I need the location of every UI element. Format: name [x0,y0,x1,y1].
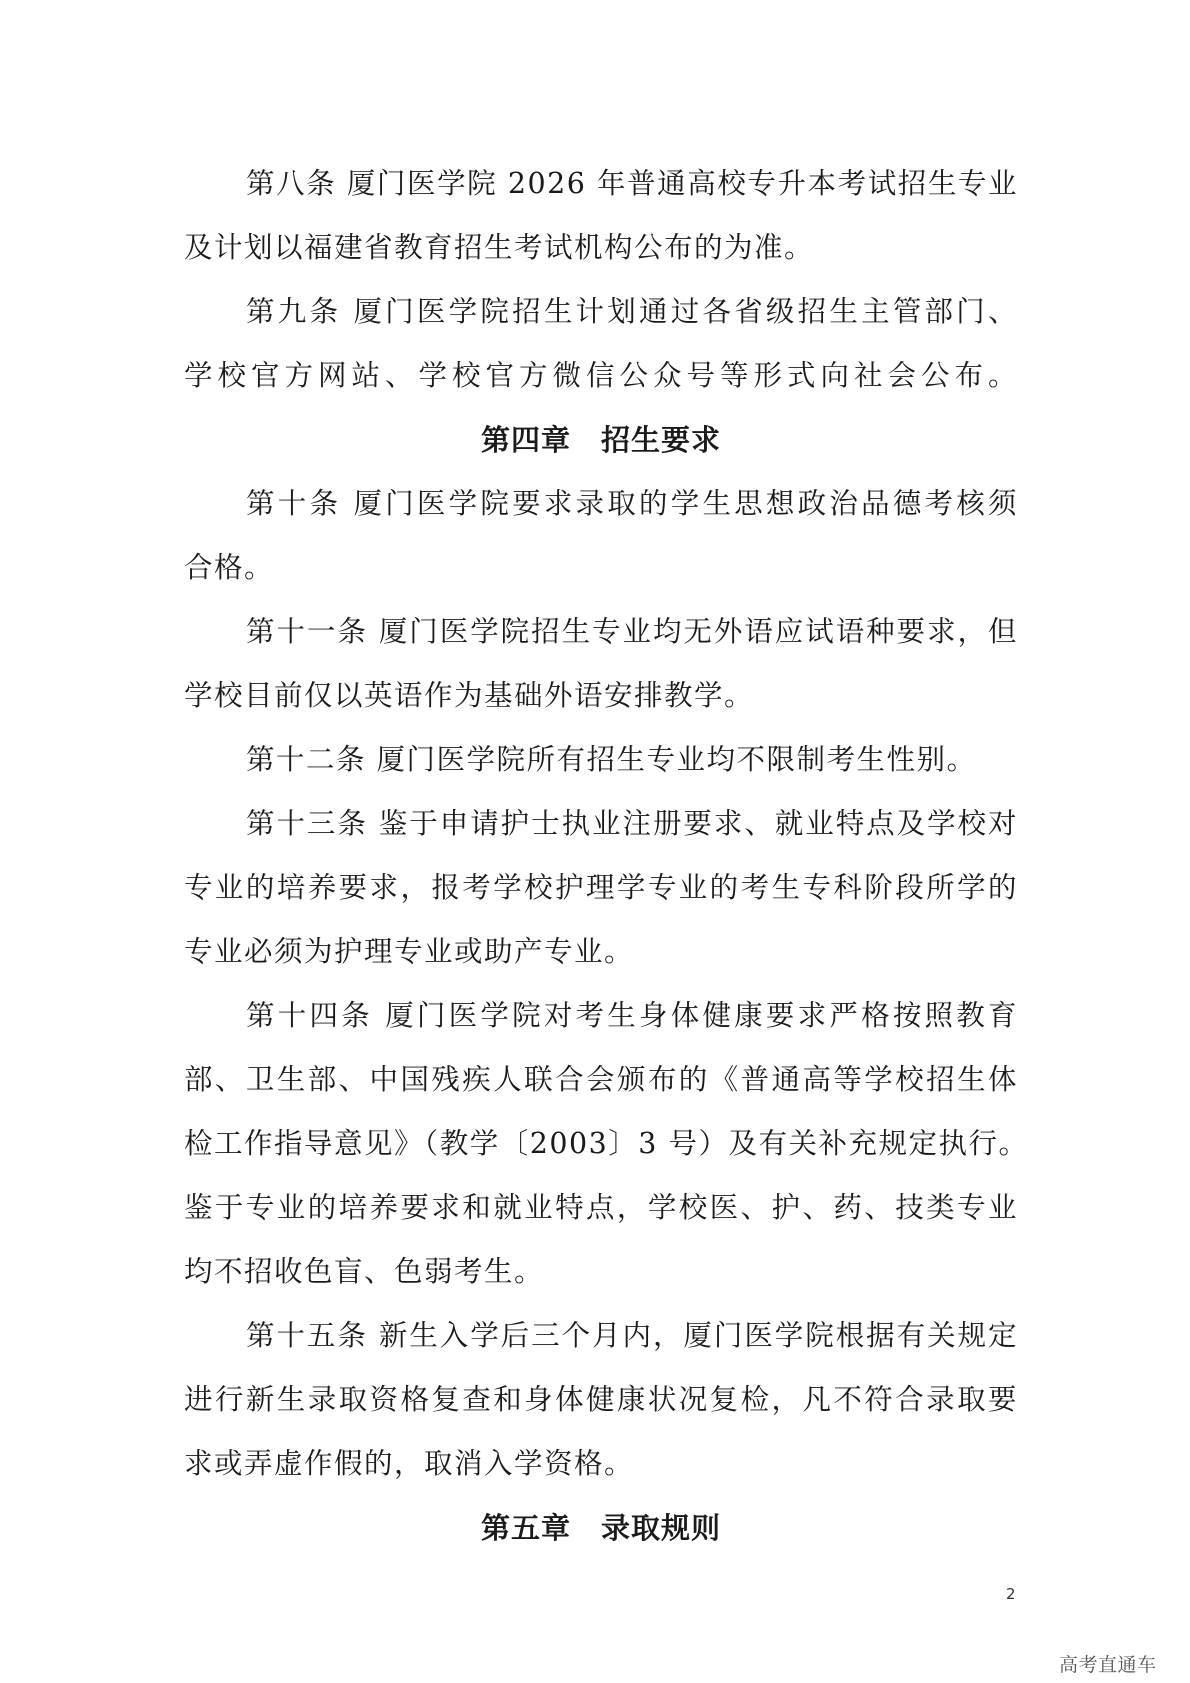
article-9-line-2: 学校官方网站、学校官方微信公众号等形式向社会公布。 [184,359,1018,392]
chapter-4-heading: 第四章 招生要求 [480,423,721,457]
article-12-line-1: 第十二条 厦门医学院所有招生专业均不限制考生性别。 [246,743,977,776]
article-8-line-2: 及计划以福建省教育招生考试机构公布的为准。 [184,231,815,264]
article-14-line-4: 鉴于专业的培养要求和就业特点，学校医、护、药、技类专业 [184,1191,1018,1224]
article-10-line-2: 合格。 [184,551,275,584]
article-13-line-3: 专业必须为护理专业或助产专业。 [184,935,635,968]
article-14-line-5: 均不招收色盲、色弱考生。 [184,1255,545,1288]
article-14-line-1: 第十四条 厦门医学院对考生身体健康要求严格按照教育 [246,999,1018,1032]
article-15-line-2: 进行新生录取资格复查和身体健康状况复检，凡不符合录取要 [184,1383,1018,1416]
article-11-line-2: 学校目前仅以英语作为基础外语安排教学。 [184,679,755,712]
document-page [184,152,1029,1560]
article-13-line-1: 第十三条 鉴于申请护士执业注册要求、就业特点及学校对 [246,807,1018,840]
page-number: 2 [1006,1585,1016,1603]
watermark: 高考直通车 [1059,1654,1157,1676]
article-14-line-3: 检工作指导意见》（教学〔2003〕3 号）及有关补充规定执行。 [184,1127,1029,1160]
article-13-line-2: 专业的培养要求，报考学校护理学专业的考生专科阶段所学的 [184,871,1018,904]
article-11-line-1: 第十一条 厦门医学院招生专业均无外语应试语种要求，但 [246,615,1018,648]
article-15-line-1: 第十五条 新生入学后三个月内，厦门医学院根据有关规定 [246,1319,1018,1352]
article-10-line-1: 第十条 厦门医学院要求录取的学生思想政治品德考核须 [246,487,1018,520]
article-15-line-3: 求或弄虚作假的，取消入学资格。 [184,1447,635,1480]
chapter-5-heading: 第五章 录取规则 [480,1511,721,1545]
article-9-line-1: 第九条 厦门医学院招生计划通过各省级招生主管部门、 [246,295,1018,328]
article-14-line-2: 部、卫生部、中国残疾人联合会颁布的《普通高等学校招生体 [184,1063,1018,1096]
article-8-line-1: 第八条 厦门医学院 2026 年普通高校专升本考试招生专业 [246,167,1018,200]
